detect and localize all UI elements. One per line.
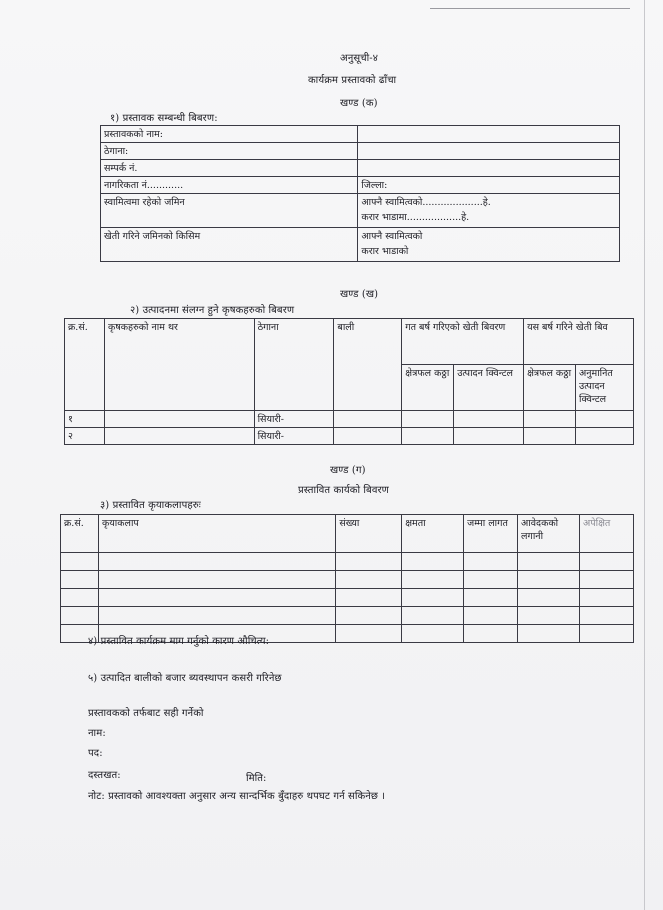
signature-name-label: नाम: bbox=[88, 728, 106, 739]
section1-heading: १) प्रस्तावक सम्बन्धी बिबरण: bbox=[110, 113, 218, 124]
table-row bbox=[101, 143, 620, 160]
col-area2: क्षेत्रफल कठ्ठा bbox=[524, 365, 576, 411]
activity-cell[interactable] bbox=[402, 589, 464, 607]
section-c-label: खण्ड (ग) bbox=[330, 465, 366, 476]
activity-cell[interactable] bbox=[336, 589, 402, 607]
activity-cell[interactable] bbox=[518, 553, 580, 571]
activity-cell[interactable] bbox=[464, 607, 518, 625]
applicant-name-label: प्रस्तावकको नाम: bbox=[101, 126, 358, 143]
col-last-year: गत बर्ष गरिएको खेती बिवरण bbox=[402, 319, 524, 365]
contact-value[interactable] bbox=[358, 160, 620, 177]
table-row bbox=[101, 126, 620, 143]
activity-cell[interactable] bbox=[402, 625, 464, 643]
table-row bbox=[61, 553, 634, 571]
col-address: ठेगाना bbox=[254, 319, 334, 411]
activity-cell[interactable] bbox=[402, 607, 464, 625]
cultivated-land-type-label: खेती गरिने जमिनको किसिम bbox=[101, 228, 358, 262]
annex-label: अनुसूची-४ bbox=[340, 53, 379, 64]
table-row bbox=[61, 607, 634, 625]
citizenship-label: नागरिकता नं............ bbox=[101, 177, 358, 194]
own-ownership-field[interactable]: आफ्नै स्वामित्वको....................हे. bbox=[361, 197, 491, 208]
farmers-table bbox=[64, 318, 634, 445]
section2-heading: २) उत्पादनमा संलग्न हुने कृषकहरुको बिबरण bbox=[130, 305, 295, 316]
section-b-label: खण्ड (ख) bbox=[340, 289, 379, 300]
activity-cell[interactable] bbox=[579, 553, 633, 571]
lease-field[interactable]: करार भाडामा..................हे. bbox=[361, 212, 470, 223]
col-this-year: यस बर्ष गरिने खेती बिव bbox=[524, 319, 634, 365]
activity-cell[interactable] bbox=[464, 589, 518, 607]
section-c-title: प्रस्तावित कार्यको बिवरण bbox=[298, 485, 389, 496]
activity-cell[interactable] bbox=[402, 553, 464, 571]
activity-cell[interactable] bbox=[98, 571, 335, 589]
col-crop: बाली bbox=[334, 319, 402, 411]
activity-cell[interactable] bbox=[336, 553, 402, 571]
col-applicant-investment: आवेदकको लगानी bbox=[518, 515, 580, 553]
col-quantity: संख्या bbox=[336, 515, 402, 553]
signature-title: प्रस्तावकको तर्फबाट सही गर्नेको bbox=[88, 708, 204, 719]
table-header-row bbox=[61, 515, 634, 553]
activity-cell[interactable] bbox=[518, 589, 580, 607]
contact-label: सम्पर्क नं. bbox=[101, 160, 358, 177]
activity-cell[interactable] bbox=[61, 589, 99, 607]
production-cell[interactable] bbox=[454, 428, 524, 445]
row-sn: १ bbox=[65, 411, 105, 428]
own-land-option[interactable]: आफ्नै स्वामित्वको bbox=[361, 231, 423, 242]
table-row bbox=[65, 428, 634, 445]
col-farmer-name: कृषकहरुको नाम थर bbox=[104, 319, 254, 411]
row-sn: २ bbox=[65, 428, 105, 445]
table-row bbox=[65, 411, 634, 428]
col-production: उत्पादन क्विन्टल bbox=[454, 365, 524, 411]
table-row bbox=[101, 177, 620, 194]
signature-date-label: मिति: bbox=[246, 773, 267, 784]
production-cell[interactable] bbox=[454, 411, 524, 428]
section4-heading: ४) प्रस्तावित कार्यक्रम माग गर्नुको कारण औचित्य: bbox=[88, 636, 270, 647]
signature-sign-label: दस्तखत: bbox=[88, 770, 121, 781]
footer-note: नोट: प्रस्तावको आवश्यक्ता अनुसार अन्य सान्दर्भिक बुँदाहरु थपघट गर्न सकिनेछ । bbox=[88, 791, 386, 802]
col-sn: क्र.सं. bbox=[65, 319, 105, 411]
activity-cell[interactable] bbox=[579, 571, 633, 589]
owned-land-label: स्वामित्वमा रहेको जमिन bbox=[101, 194, 358, 228]
top-edge-line bbox=[430, 8, 630, 9]
area-cell[interactable] bbox=[402, 411, 454, 428]
activity-cell[interactable] bbox=[336, 625, 402, 643]
activity-cell[interactable] bbox=[518, 607, 580, 625]
col-activity: कृयाकलाप bbox=[98, 515, 335, 553]
activity-cell[interactable] bbox=[98, 607, 335, 625]
activities-table bbox=[60, 514, 634, 643]
address-cell[interactable]: सियारी- bbox=[254, 411, 334, 428]
table-row bbox=[101, 228, 620, 262]
activity-cell[interactable] bbox=[98, 589, 335, 607]
area2-cell[interactable] bbox=[524, 428, 576, 445]
applicant-name-value[interactable] bbox=[358, 126, 620, 143]
activity-cell[interactable] bbox=[61, 553, 99, 571]
table-row bbox=[101, 160, 620, 177]
form-title: कार्यक्रम प्रस्तावको ढाँचा bbox=[308, 75, 397, 86]
address-label: ठेगाना: bbox=[101, 143, 358, 160]
activity-cell[interactable] bbox=[98, 553, 335, 571]
signature-post-label: पद: bbox=[88, 748, 103, 759]
table-header-row bbox=[65, 319, 634, 365]
section-a-label: खण्ड (क) bbox=[340, 98, 378, 109]
activity-cell[interactable] bbox=[579, 589, 633, 607]
owned-land-values bbox=[358, 194, 620, 228]
section5-heading: ५) उत्पादित बालीको बजार ब्यवस्थापन कसरी गरिनेछ bbox=[88, 673, 282, 684]
section3-heading: ३) प्रस्तावित कृयाकलापहरुः bbox=[100, 500, 201, 511]
est-production-cell[interactable] bbox=[575, 428, 633, 445]
activity-cell[interactable] bbox=[402, 571, 464, 589]
activity-cell[interactable] bbox=[61, 571, 99, 589]
activity-cell[interactable] bbox=[464, 553, 518, 571]
table-row bbox=[61, 589, 634, 607]
farmer-name-cell[interactable] bbox=[104, 428, 254, 445]
crop-cell[interactable] bbox=[334, 428, 402, 445]
est-production-cell[interactable] bbox=[575, 411, 633, 428]
leased-land-option[interactable]: करार भाडाको bbox=[361, 246, 409, 257]
activity-cell[interactable] bbox=[61, 607, 99, 625]
col-sn: क्र.सं. bbox=[61, 515, 99, 553]
activity-cell[interactable] bbox=[336, 571, 402, 589]
district-label: जिल्ला: bbox=[358, 177, 620, 194]
area-cell[interactable] bbox=[402, 428, 454, 445]
address-cell[interactable]: सियारी- bbox=[254, 428, 334, 445]
col-total-cost: जम्मा लागत bbox=[464, 515, 518, 553]
page-right-edge bbox=[644, 0, 645, 910]
col-area: क्षेत्रफल कठ्ठा bbox=[402, 365, 454, 411]
address-value[interactable] bbox=[358, 143, 620, 160]
activity-cell[interactable] bbox=[464, 625, 518, 643]
table-row bbox=[101, 194, 620, 228]
cultivated-land-values bbox=[358, 228, 620, 262]
crop-cell[interactable] bbox=[334, 411, 402, 428]
table-row bbox=[61, 571, 634, 589]
activity-cell[interactable] bbox=[336, 607, 402, 625]
col-expected: अपेक्षित bbox=[579, 515, 633, 553]
activity-cell[interactable] bbox=[464, 571, 518, 589]
col-capacity: क्षमता bbox=[402, 515, 464, 553]
col-est-production: अनुमानित उत्पादन क्विन्टल bbox=[575, 365, 633, 411]
activity-cell[interactable] bbox=[518, 571, 580, 589]
applicant-details-table bbox=[100, 125, 620, 262]
activity-cell[interactable] bbox=[579, 625, 633, 643]
area2-cell[interactable] bbox=[524, 411, 576, 428]
activity-cell[interactable] bbox=[579, 607, 633, 625]
farmer-name-cell[interactable] bbox=[104, 411, 254, 428]
activity-cell[interactable] bbox=[518, 625, 580, 643]
